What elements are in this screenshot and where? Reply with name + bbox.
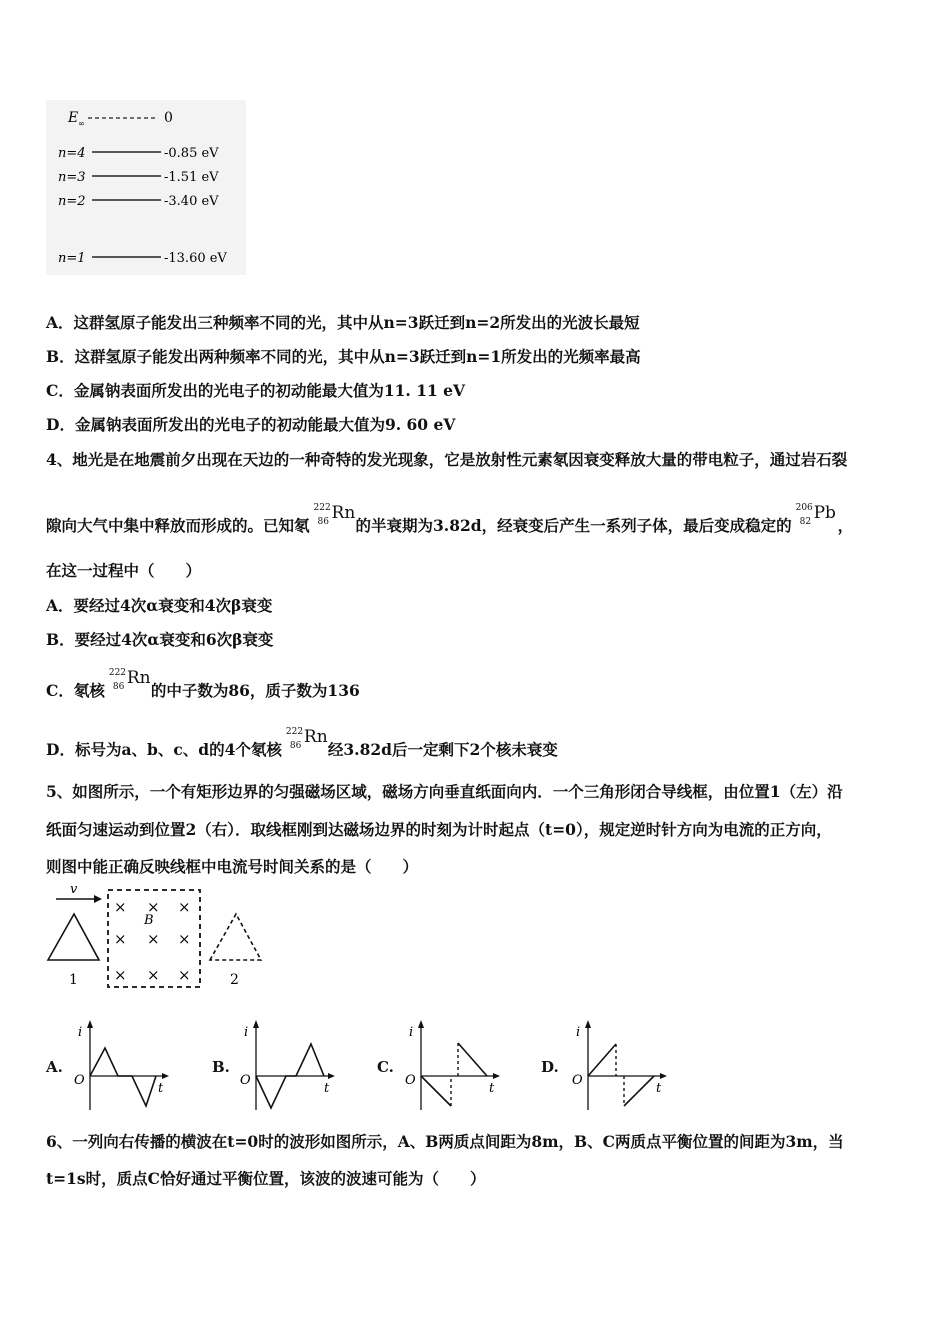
level-n1-value: -13.60 eV [164, 251, 227, 266]
velocity-label: v [70, 882, 78, 897]
level-n4-value: -0.85 eV [164, 146, 219, 161]
q4-stem-line2 [46, 503, 854, 536]
q3-option-a: A．这群氢原子能发出三种频率不同的光，其中从n=3跃迁到n=2所发出的光波长最短 [46, 313, 640, 332]
svg-text:×: × [114, 966, 127, 984]
q4-stem-text-c: ， [837, 516, 854, 535]
svg-text:O: O [405, 1073, 416, 1088]
graph-c-label: C. [377, 1058, 394, 1076]
svg-text:t: t [158, 1081, 164, 1096]
q5-stem-line1: 5、如图所示，一个有矩形边界的匀强磁场区域，磁场方向垂直纸面向内．一个三角形闭合导线框，由位置1（左）沿 [46, 782, 843, 801]
e-inf-value: 0 [164, 110, 173, 126]
q4-stem-text-a: 隙向大气中集中释放而形成的。已知氡 [46, 516, 310, 535]
loop-position-2 [210, 914, 261, 960]
field-crosses [114, 898, 191, 984]
svg-text:t: t [489, 1081, 495, 1096]
graph-d-label: D. [541, 1058, 559, 1076]
energy-level-diagram [46, 100, 246, 275]
q4-option-b: B．要经过4次α衰变和6次β衰变 [46, 630, 274, 649]
svg-text:O: O [572, 1073, 583, 1088]
q4-option-c: C．氡核 222 86 Rn 的中子数为86，质子数为136 [46, 668, 360, 700]
level-n4: n=4 [58, 146, 86, 161]
e-inf-label: E [68, 110, 79, 126]
svg-text:×: × [178, 898, 191, 916]
rn-222-isotope: 222 86 Rn [313, 503, 356, 527]
svg-text:t: t [324, 1081, 330, 1096]
rn-222-isotope: 222 86 Rn [285, 727, 328, 751]
q4-stem-line3: 在这一过程中（ ） [46, 561, 202, 580]
q3-option-d: D．金属钠表面所发出的光电子的初动能最大值为9. 60 eV [46, 415, 456, 434]
svg-text:i: i [576, 1025, 581, 1040]
level-n3: n=3 [58, 170, 86, 185]
rn-222-isotope: 222 86 Rn [108, 668, 151, 692]
svg-text:i: i [78, 1025, 83, 1040]
level-n3-value: -1.51 eV [164, 170, 219, 185]
q5-stem-line3: 则图中能正确反映线框中电流号时间关系的是（ ） [46, 857, 419, 876]
q4-stem-line1: 4、地光是在地震前夕出现在天边的一种奇特的发光现象，它是放射性元素氡因衰变释放大量的带电粒子，通过岩石裂 [46, 450, 848, 469]
svg-text:×: × [114, 898, 127, 916]
graph-b-label: B. [212, 1058, 230, 1076]
svg-text:t: t [656, 1081, 662, 1096]
graph-c [401, 1018, 501, 1113]
svg-text:i: i [244, 1025, 249, 1040]
svg-text:i: i [409, 1025, 414, 1040]
q3-option-b: B．这群氢原子能发出两种频率不同的光，其中从n=3跃迁到n=1所发出的光频率最高 [46, 347, 641, 366]
level-n1: n=1 [58, 251, 86, 266]
level-n2: n=2 [58, 194, 86, 209]
svg-text:×: × [178, 930, 191, 948]
pb-206-isotope: 206 82 Pb [795, 503, 836, 527]
level-n2-value: -3.40 eV [164, 194, 219, 209]
q6-stem-line1: 6、一列向右传播的横波在t=0时的波形如图所示，A、B两质点间距为8m，B、C两质点平衡位置的间距为3m，当 [46, 1132, 844, 1151]
q3-option-c: C．金属钠表面所发出的光电子的初动能最大值为11. 11 eV [46, 381, 466, 400]
graph-b [236, 1018, 336, 1113]
position-1-label: 1 [69, 972, 78, 988]
position-2-label: 2 [230, 972, 239, 988]
field-b-label: B [144, 913, 154, 928]
graph-a [70, 1018, 170, 1113]
svg-text:×: × [147, 898, 160, 916]
svg-text:O: O [240, 1073, 251, 1088]
svg-text:O: O [74, 1073, 85, 1088]
graph-d [568, 1018, 668, 1113]
e-inf-sub: ∞ [78, 119, 85, 128]
svg-text:×: × [114, 930, 127, 948]
graph-a-label: A. [46, 1058, 63, 1076]
svg-text:×: × [147, 966, 160, 984]
svg-text:×: × [178, 966, 191, 984]
q4-stem-text-b: 的半衰期为3.82d，经衰变后产生一系列子体，最后变成稳定的 [355, 516, 792, 535]
q4-option-d: D．标号为a、b、c、d的4个氡核 222 86 Rn 经3.82d后一定剩下2个核未衰变 [46, 727, 558, 759]
q4-option-a: A．要经过4次α衰变和4次β衰变 [46, 596, 273, 615]
q6-stem-line2: t=1s时，质点C恰好通过平衡位置，该波的波速可能为（ ） [46, 1169, 486, 1188]
svg-text:×: × [147, 930, 160, 948]
q5-stem-line2: 纸面匀速运动到位置2（右）．取线框刚到达磁场边界的时刻为计时起点（t=0），规定逆时针方向为电流的正方向， [46, 820, 832, 839]
magnetic-field-figure [44, 882, 269, 992]
loop-position-1 [48, 914, 99, 960]
